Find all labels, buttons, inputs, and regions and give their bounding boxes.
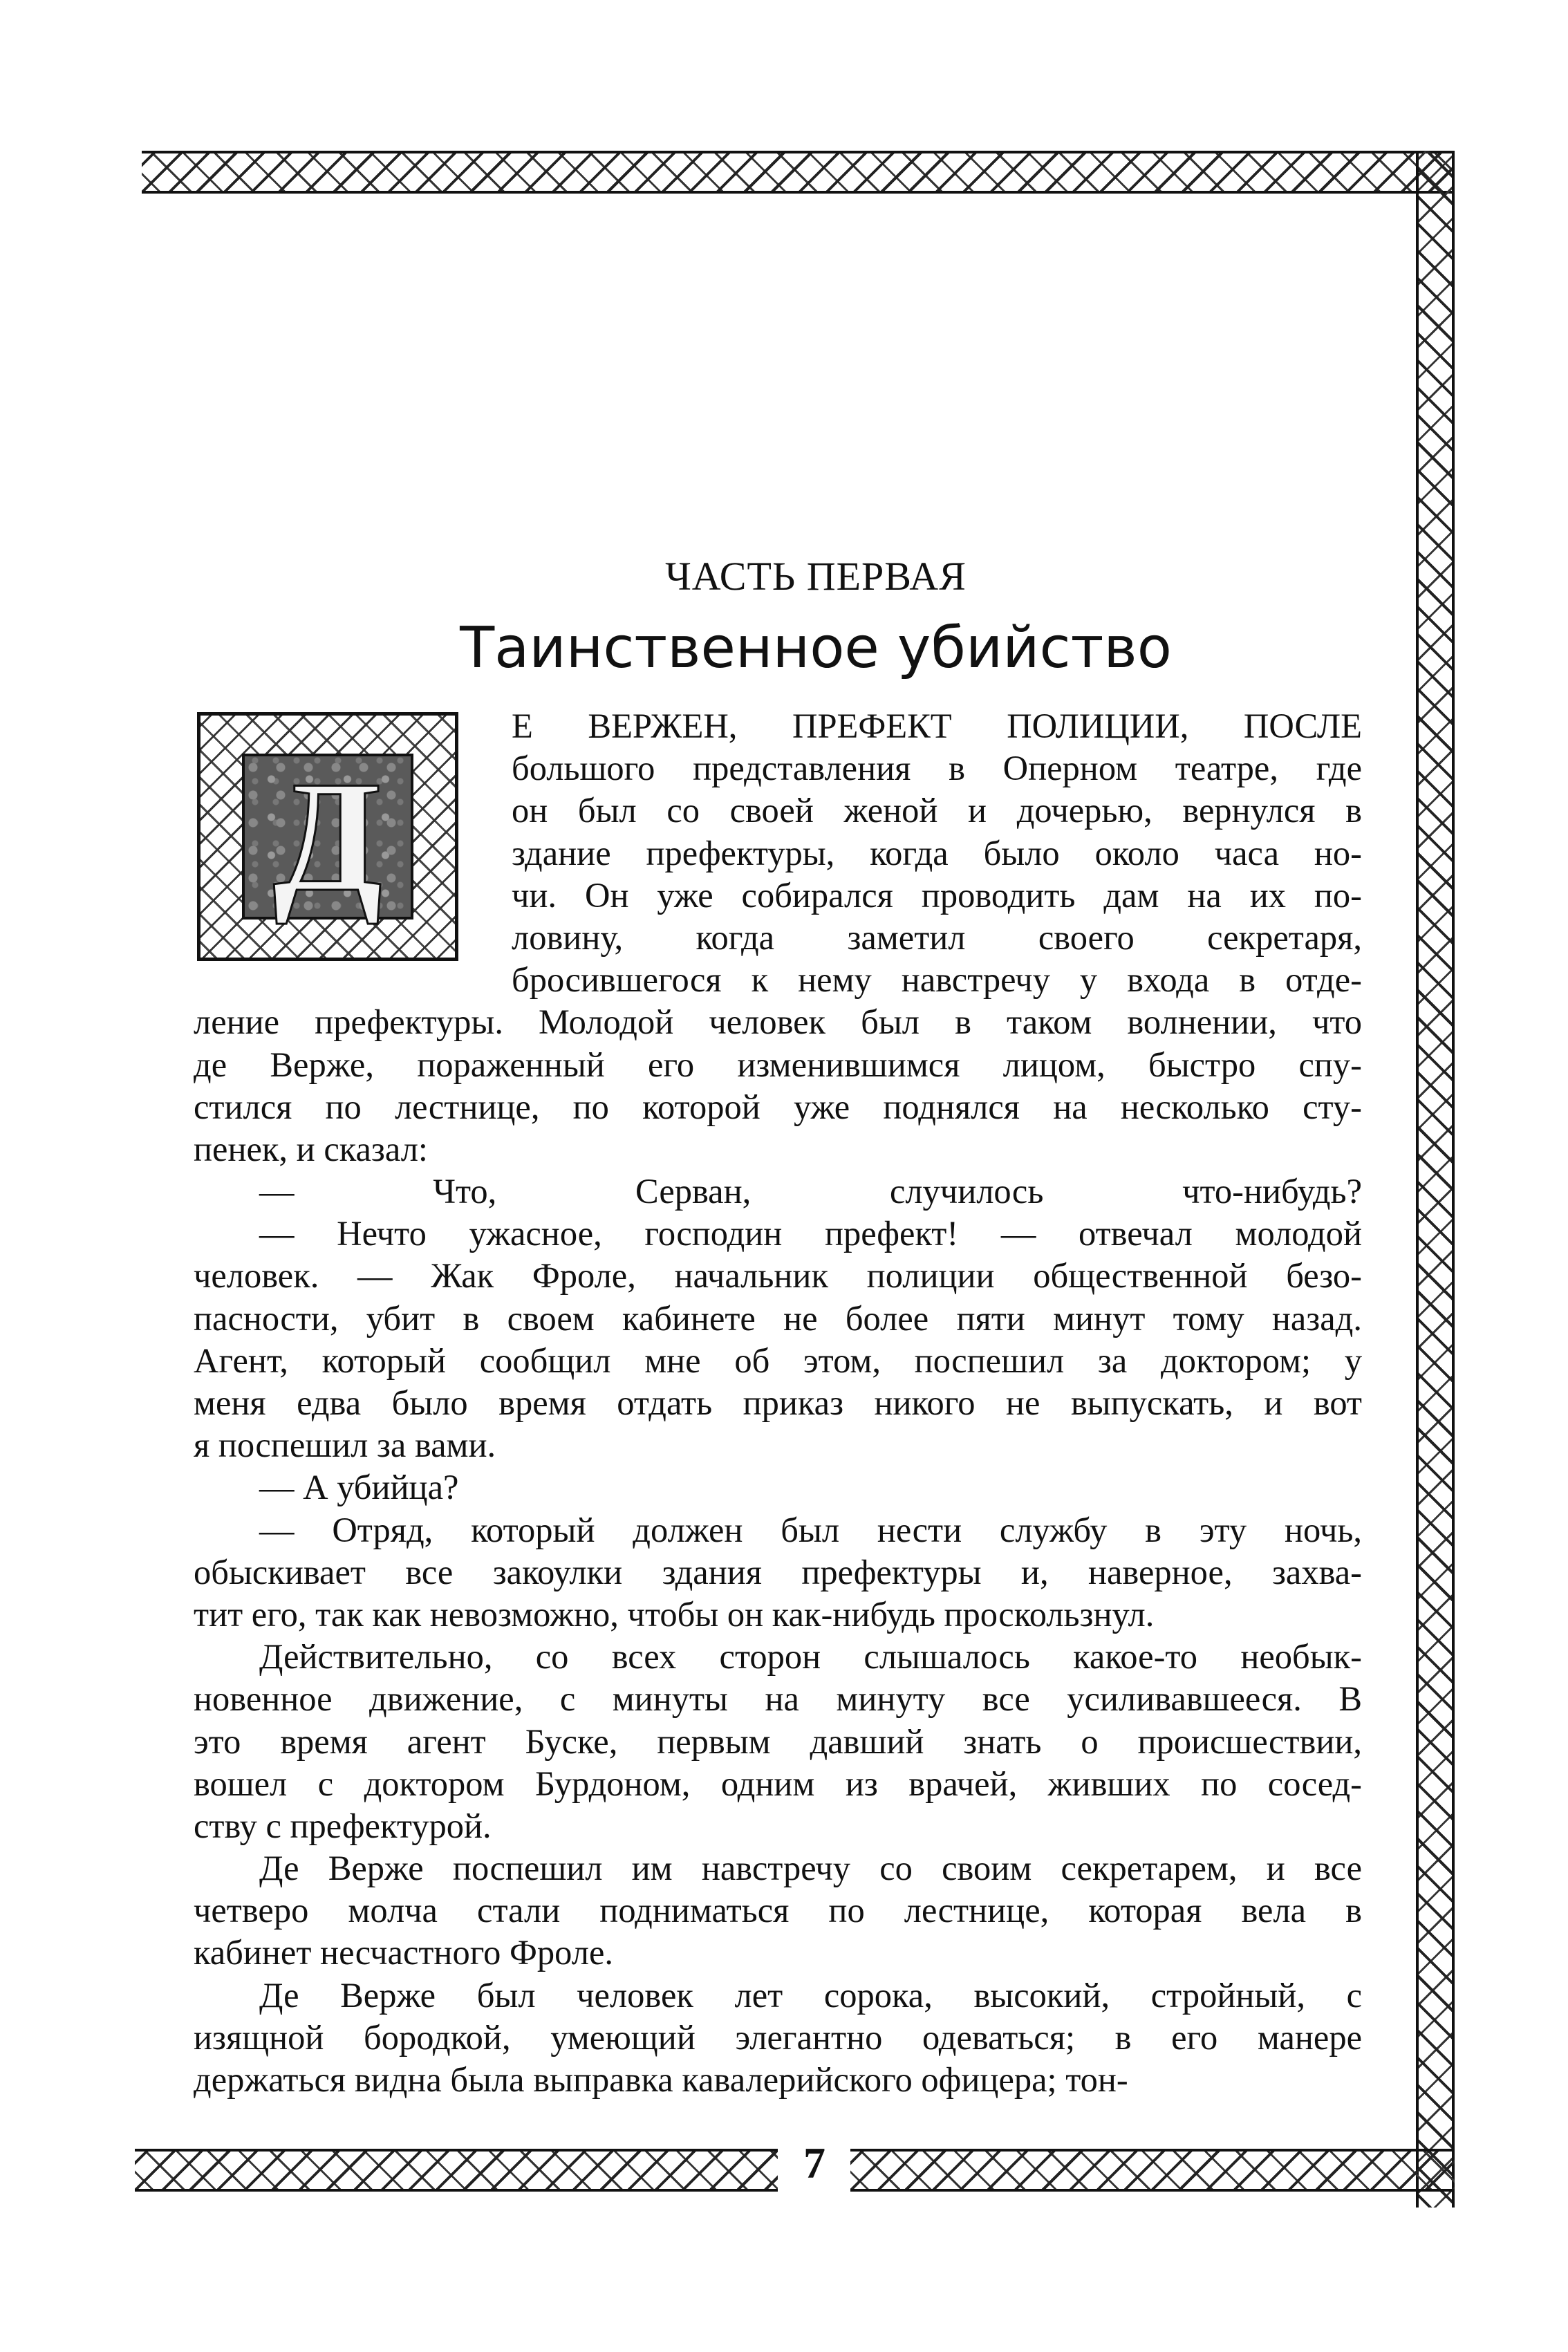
text-line: вошел с доктором Бурдоном, одним из врачей, живших по сосед- — [194, 1764, 1362, 1803]
right-ornamental-border — [1416, 151, 1455, 2208]
text-line: Действительно, со всех сторон слышалось какое-то необык- — [259, 1637, 1362, 1677]
body-text — [194, 705, 1362, 2101]
text-line: Де Верже был человек лет сорока, высокий, стройный, с — [259, 1975, 1362, 2015]
text-line: ление префектуры. Молодой человек был в таком волнении, что — [194, 1002, 1362, 1042]
text-line: — Что, Серван, случилось что-нибудь? — [259, 1172, 1362, 1211]
text-line: Де Верже поспешил им навстречу со своим секретарем, и все — [259, 1849, 1362, 1888]
text-line: бросившегося к нему навстречу у входа в отде- — [512, 960, 1362, 1000]
drop-cap-letter: Д — [272, 748, 383, 924]
text-line: Е ВЕРЖЕН, ПРЕФЕКТ ПОЛИЦИИ, ПОСЛЕ — [512, 707, 1362, 745]
text-line: это время агент Буске, первым давший знать о происшествии, — [194, 1721, 1362, 1761]
text-line: кабинет несчастного Фроле. — [194, 1933, 614, 1972]
text-line: — Нечто ужасное, господин префект! — отвечал молодой — [259, 1214, 1362, 1253]
text-line: ству с префектурой. — [194, 1806, 492, 1845]
text-line: тит его, так как невозможно, чтобы он как-нибудь проскользнул. — [194, 1594, 1155, 1634]
text-line: изящной бородкой, умеющий элегантно одеваться; в его манере — [194, 2017, 1362, 2057]
bottom-left-ornamental-border — [135, 2149, 778, 2192]
text-line: пасности, убит в своем кабинете не более пяти минут тому назад. — [194, 1298, 1362, 1338]
text-line: здание префектуры, когда было около часа но- — [512, 833, 1362, 872]
text-line: Агент, который сообщил мне об этом, поспешил за доктором; у — [194, 1341, 1362, 1380]
text-line: я поспешил за вами. — [194, 1426, 496, 1465]
text-line: держаться видна была выправка кавалерийского офицера; тон- — [194, 2060, 1128, 2099]
part-title: ЧАСТЬ ПЕРВАЯ — [665, 554, 967, 599]
bottom-right-ornamental-border — [850, 2149, 1455, 2192]
text-line: — А убийца? — [259, 1468, 459, 1507]
text-line: ловину, когда заметил своего секретаря, — [512, 917, 1362, 957]
text-line: человек. — Жак Фроле, начальник полиции общественной безо- — [194, 1256, 1362, 1296]
text-line: стился по лестнице, по которой уже поднялся на несколько сту- — [194, 1087, 1362, 1126]
text-line: он был со своей женой и дочерью, вернулся в — [512, 791, 1362, 830]
text-line: четверо молча стали подниматься по лестнице, которая вела в — [194, 1891, 1362, 1930]
text-line: большого представления в Оперном театре, где — [512, 749, 1362, 788]
page-number: 7 — [803, 2138, 825, 2187]
chapter-title: Таинственное убийство — [460, 615, 1172, 681]
text-line: де Верже, пораженный его изменившимся лицом, быстро спу- — [194, 1045, 1362, 1084]
text-line: пенек, и сказал: — [194, 1129, 428, 1168]
text-line: меня едва было время отдать приказ никого не выпускать, и вот — [194, 1383, 1362, 1422]
text-line: новенное движение, с минуты на минуту все усиливавшееся. В — [194, 1679, 1362, 1719]
top-ornamental-border — [142, 151, 1452, 194]
text-line: обыскивает все закоулки здания префектуры и, наверное, захва- — [194, 1552, 1362, 1592]
text-line: чи. Он уже собирался проводить дам на их по- — [512, 875, 1362, 915]
text-line: — Отряд, который должен был нести службу в эту ночь, — [259, 1510, 1362, 1549]
